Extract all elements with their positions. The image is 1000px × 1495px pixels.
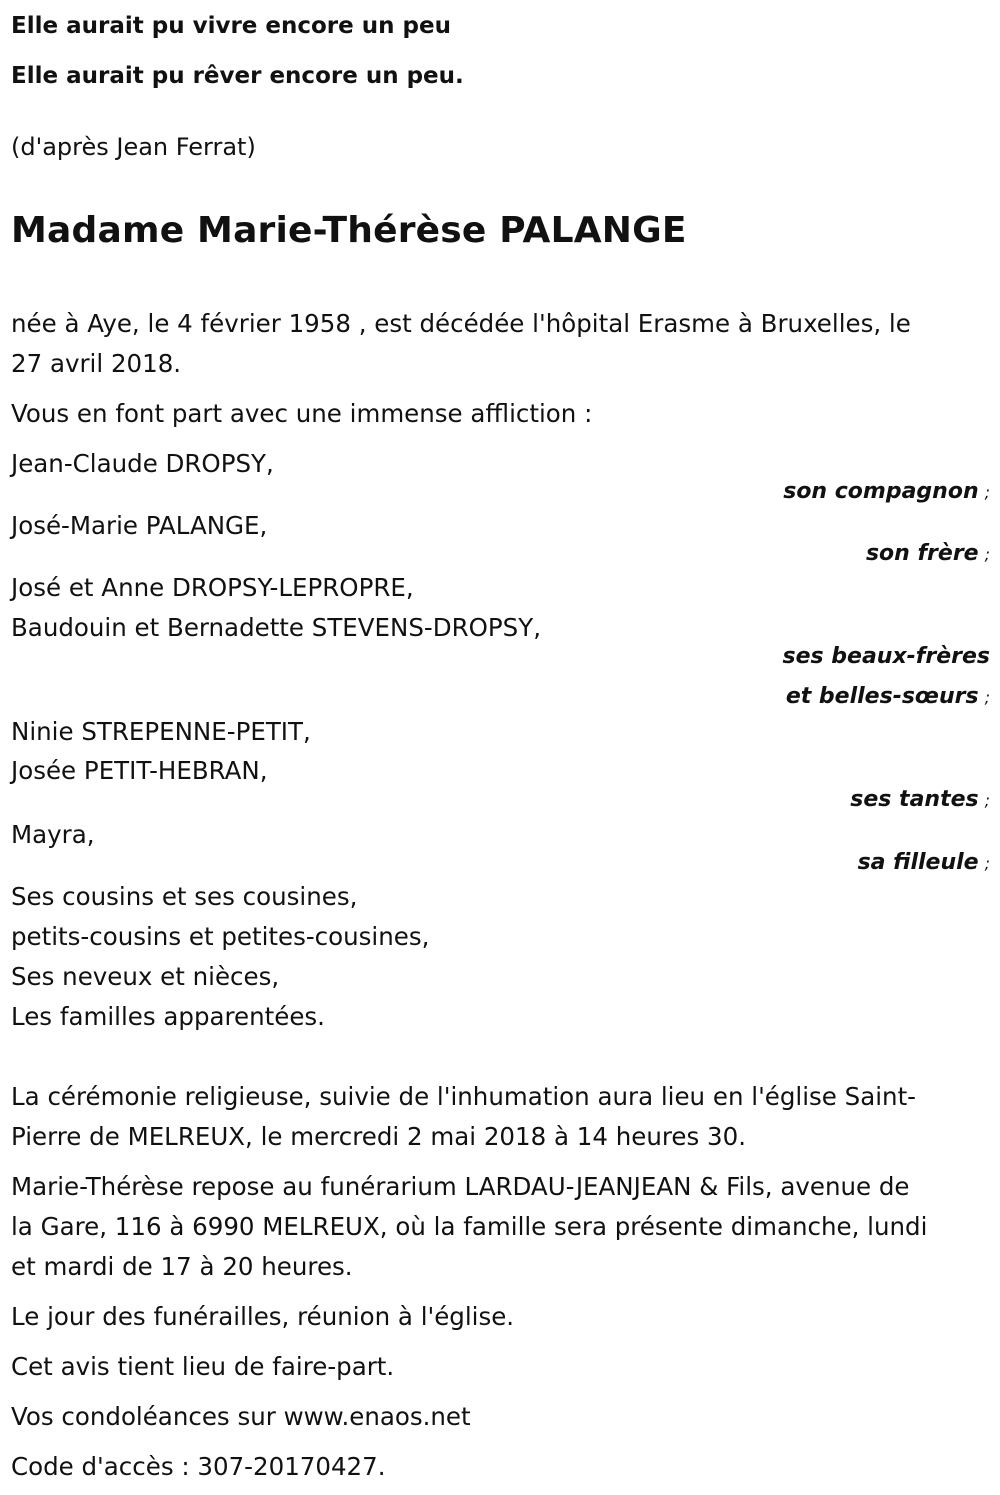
family-role: son frère ; bbox=[865, 541, 990, 566]
family-role: et belles-sœurs ; bbox=[785, 684, 990, 709]
funerarium-line: la Gare, 116 à 6990 MELREUX, où la famille sera présente dimanche, lundi bbox=[11, 1212, 928, 1241]
family-role: sa filleule ; bbox=[857, 850, 990, 875]
family-member-name: Josée PETIT-HEBRAN, bbox=[11, 756, 268, 785]
relatives-line: Les familles apparentées. bbox=[11, 1002, 325, 1031]
family-role: ses beaux-frères bbox=[782, 644, 990, 669]
relatives-line: Ses neveux et nièces, bbox=[11, 962, 280, 991]
access-code-line: Code d'accès : 307-20170427. bbox=[11, 1452, 386, 1481]
family-member-name: José-Marie PALANGE, bbox=[11, 511, 268, 540]
funerarium-line: et mardi de 17 à 20 heures. bbox=[11, 1252, 353, 1281]
poem-line: Elle aurait pu rêver encore un peu. bbox=[11, 63, 464, 89]
deceased-name-title: Madame Marie-Thérèse PALANGE bbox=[11, 210, 687, 251]
family-member-name: Mayra, bbox=[11, 820, 95, 849]
family-member-name: Baudouin et Bernadette STEVENS-DROPSY, bbox=[11, 613, 541, 642]
poem-line: Elle aurait pu vivre encore un peu bbox=[11, 13, 451, 39]
family-role: son compagnon ; bbox=[783, 479, 990, 504]
ceremony-line: La cérémonie religieuse, suivie de l'inhumation aura lieu en l'église Saint- bbox=[11, 1082, 917, 1111]
family-member-name: José et Anne DROPSY-LEPROPRE, bbox=[11, 573, 414, 602]
birth-death-line: née à Aye, le 4 février 1958 , est décédée l'hôpital Erasme à Bruxelles, le bbox=[11, 309, 911, 338]
family-role: ses tantes ; bbox=[850, 787, 990, 812]
relatives-line: Ses cousins et ses cousines, bbox=[11, 882, 358, 911]
funerarium-line: Marie-Thérèse repose au funérarium LARDAU-JEANJEAN & Fils, avenue de bbox=[11, 1172, 910, 1201]
death-date-line: 27 avril 2018. bbox=[11, 349, 182, 378]
ceremony-line: Pierre de MELREUX, le mercredi 2 mai 2018 à 14 heures 30. bbox=[11, 1122, 746, 1151]
poem-attribution: (d'après Jean Ferrat) bbox=[11, 133, 256, 161]
condolences-line: Vos condoléances sur www.enaos.net bbox=[11, 1402, 471, 1431]
relatives-line: petits-cousins et petites-cousines, bbox=[11, 922, 430, 951]
announcement-line: Vous en font part avec une immense affliction : bbox=[11, 399, 593, 428]
meeting-note: Le jour des funérailles, réunion à l'église. bbox=[11, 1302, 515, 1331]
family-member-name: Ninie STREPENNE-PETIT, bbox=[11, 717, 311, 746]
family-member-name: Jean-Claude DROPSY, bbox=[11, 449, 274, 478]
notice-statement: Cet avis tient lieu de faire-part. bbox=[11, 1352, 395, 1381]
